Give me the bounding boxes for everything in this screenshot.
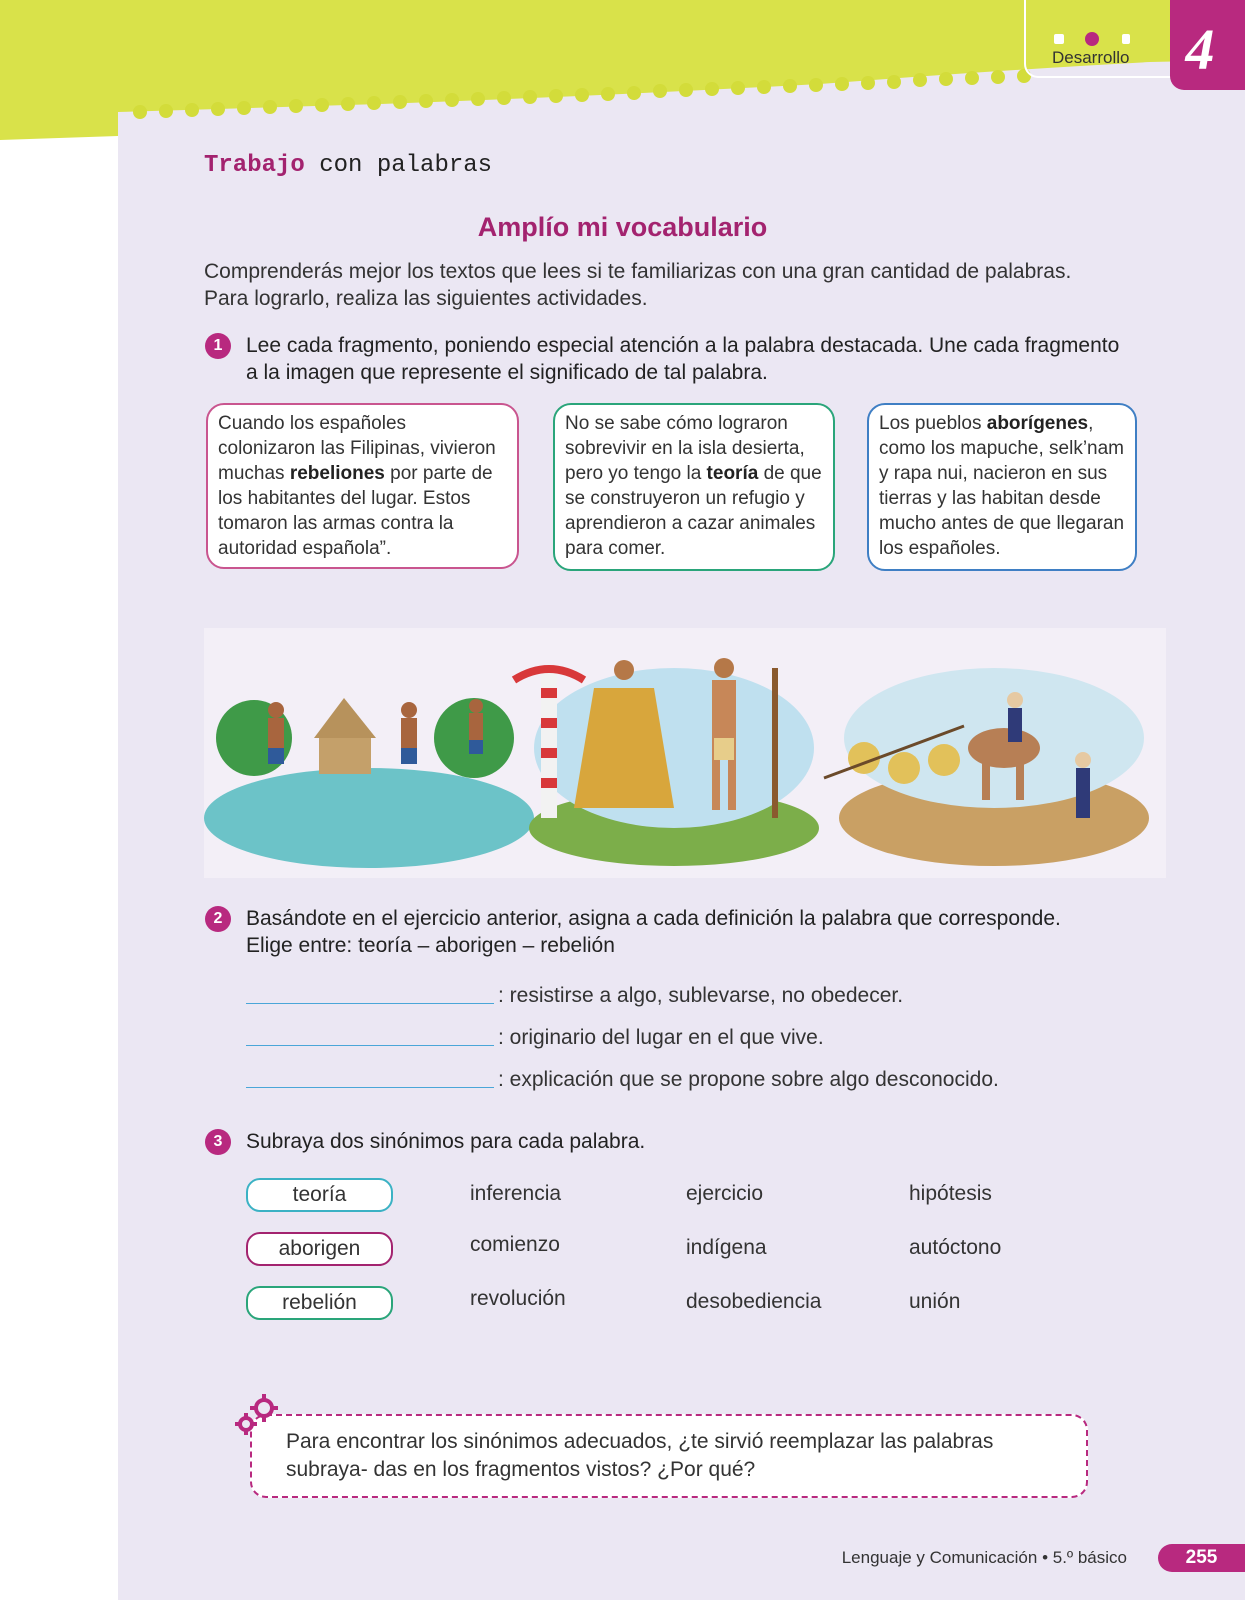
synonym-option[interactable]: ejercicio [686, 1182, 764, 1205]
section-title-rest: con palabras [319, 152, 493, 179]
activity-3-badge: 3 [205, 1129, 231, 1155]
activity-1-instruction: Lee cada fragmento, poniendo especial atención a la palabra destacada. Une cada fragmento a la imagen que represente el significado de tal palabra. [246, 334, 1120, 384]
word-pill-aborigen: aborigen [246, 1232, 393, 1266]
activity-2-badge: 2 [205, 906, 231, 932]
synonym-option[interactable]: revolución [470, 1287, 566, 1310]
activity-1-badge: 1 [205, 333, 231, 359]
section-title [204, 152, 492, 179]
synonym-option[interactable]: hipótesis [909, 1182, 992, 1205]
fragment-text: , como los mapuche, selk’nam y rapa nui, nacieron en sus tierras y las habitan desde mucho antes de que llegaran los españoles. [879, 413, 1125, 559]
reflection-box [250, 1414, 1088, 1498]
activity-3-instruction: Subraya dos sinónimos para cada palabra. [246, 1130, 646, 1153]
highlighted-word: rebeliones [289, 463, 385, 484]
definition-3: : explicación que se propone sobre algo desconocido. [498, 1068, 999, 1091]
progress-dots-icon [1050, 30, 1130, 50]
intro-text: Comprenderás mejor los textos que lees si te familiarizas con una gran cantidad de palabras. Para lograrlo, realiza las siguientes actividades. [204, 260, 1072, 310]
rebellion-scene-image [824, 668, 1149, 866]
synonym-option[interactable]: comienzo [470, 1233, 560, 1256]
footer-subject: Lenguaje y Comunicación • 5.º básico [841, 1548, 1127, 1567]
synonym-option[interactable]: unión [909, 1290, 961, 1313]
activity-2-instruction-2: Elige entre: teoría – aborigen – rebelión [246, 934, 615, 957]
illustration-strip [204, 628, 1166, 878]
fragment-rebeliones [206, 403, 519, 569]
definition-2: : originario del lugar en el que vive. [498, 1026, 824, 1049]
gears-icon [234, 1394, 282, 1438]
section-title-strong: Trabajo [204, 152, 305, 179]
fragment-text: de que se construyeron un refugio y aprendieron a cazar animales para comer. [565, 463, 822, 559]
fragment-text: No se sabe cómo lograron sobrevivir en la isla desierta, pero yo tengo la [565, 413, 805, 484]
word-pill-teoria: teoría [246, 1178, 393, 1212]
fragment-aborigenes [867, 403, 1137, 571]
answer-line-1[interactable] [246, 1003, 494, 1004]
fragment-text: Cuando los españoles colonizaron las Filipinas, vivieron muchas [218, 413, 496, 484]
fragment-text: Los pueblos [879, 413, 987, 434]
answer-line-3[interactable] [246, 1087, 494, 1088]
synonym-option[interactable]: indígena [686, 1236, 767, 1259]
page-number: 255 [1158, 1544, 1245, 1572]
section-label: Desarrollo [1052, 48, 1130, 67]
river-scene-image [204, 698, 534, 868]
fragment-teoria [553, 403, 835, 571]
highlighted-word: aborígenes [986, 413, 1089, 434]
synonym-option[interactable]: desobediencia [686, 1290, 822, 1313]
aborigines-scene-image [514, 658, 819, 866]
word-pill-rebelion: rebelión [246, 1286, 393, 1320]
highlighted-word: teoría [706, 463, 759, 484]
activity-2-instruction-1: Basándote en el ejercicio anterior, asigna a cada definición la palabra que corresponde. [246, 907, 1061, 930]
synonym-option[interactable]: autóctono [909, 1236, 1002, 1259]
page-heading: Amplío mi vocabulario [477, 212, 768, 242]
definition-1: : resistirse a algo, sublevarse, no obedecer. [498, 984, 904, 1007]
answer-line-2[interactable] [246, 1045, 494, 1046]
unit-number: 4 [1185, 17, 1215, 82]
fragment-text: por parte de los habitantes del lugar. Estos tomaron las armas contra la autoridad española”. [218, 463, 493, 559]
synonym-option[interactable]: inferencia [470, 1182, 562, 1205]
illustrations-svg [204, 628, 1166, 878]
reflection-question: Para encontrar los sinónimos adecuados, ¿te sirvió reemplazar las palabras subraya- das en los fragmentos vistos? ¿Por qué? [286, 1430, 994, 1481]
